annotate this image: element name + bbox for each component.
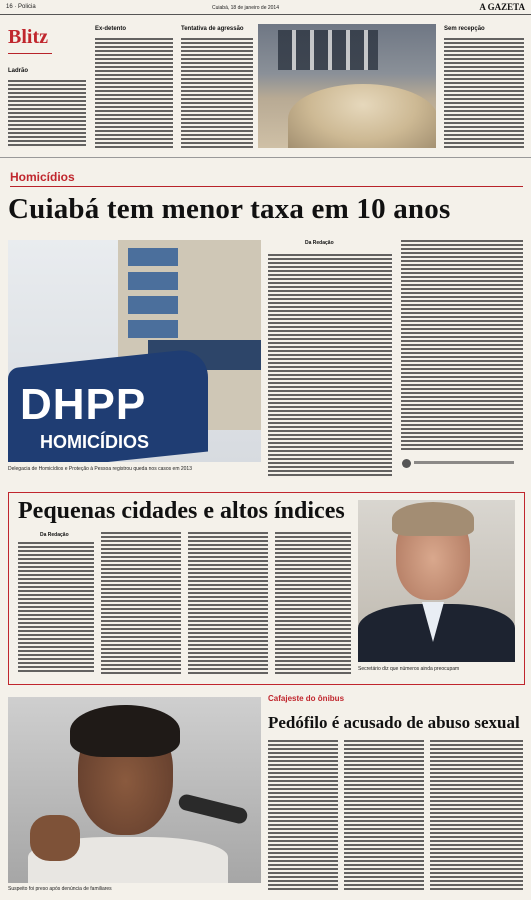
photo-sign-dhpp: DHPP (20, 380, 147, 429)
dhpp-photo (8, 240, 261, 462)
second-col1 (18, 542, 94, 674)
third-col3 (430, 740, 523, 890)
third-col1 (268, 740, 338, 890)
official-portrait (358, 500, 515, 662)
package-pile (288, 84, 436, 148)
blitz-col2-text (95, 38, 173, 148)
section-homicidios: Homicídios (10, 170, 75, 184)
suspect-hair (70, 705, 180, 757)
building-windows (128, 248, 178, 338)
blitz-rule (8, 53, 52, 54)
blitz-col4-text (444, 38, 524, 148)
header-rule (0, 14, 531, 15)
blitz-col3-heading: Tentativa de agressão (181, 26, 244, 32)
seizure-photo (258, 24, 436, 148)
second-byline: Da Redação (40, 532, 69, 538)
top-byline: Da Redação (305, 240, 334, 246)
second-col4 (275, 532, 351, 674)
second-headline: Pequenas cidades e altos índices (18, 498, 345, 524)
blitz-col2-heading: Ex-detento (95, 26, 127, 32)
second-col2 (101, 532, 181, 674)
third-headline: Pedófilo é acusado de abuso sexual (268, 713, 520, 732)
top-col2 (401, 240, 523, 452)
page-number: 16 · Policia (6, 4, 36, 10)
blitz-col1-text (8, 80, 86, 148)
issue-date: Cuiabá, 18 de janeiro de 2014 (212, 5, 279, 11)
microphone (177, 793, 249, 825)
top-caption: Delegacia de Homicídios e Proteção à Pessoa registrou queda nos casos em 2013 (8, 466, 192, 472)
blitz-col4-heading: Sem recepção (444, 26, 485, 32)
top-contact (414, 461, 514, 464)
second-col3 (188, 532, 268, 674)
wall-logos (278, 30, 378, 70)
brand-logo: A GAZETA (479, 2, 525, 12)
section-rule (10, 186, 523, 187)
blitz-col1-heading: Ladrão (8, 68, 29, 74)
portrait-hair (392, 502, 474, 536)
third-caption: Suspeito foi preso após denúncia de familiares (8, 886, 112, 892)
suspect-hand (30, 815, 80, 861)
photo-sign-homicidios: HOMICÍDIOS (40, 432, 150, 452)
blitz-bottom-rule (0, 157, 531, 158)
blitz-title: Blitz (8, 26, 48, 48)
section-cafajeste: Cafajeste do ônibus (268, 694, 345, 703)
blitz-col3-text (181, 38, 253, 148)
second-caption: Secretário diz que números ainda preocupam (358, 666, 460, 672)
author-mail-icon (402, 459, 411, 468)
top-col1 (268, 254, 392, 476)
suspect-photo (8, 697, 261, 883)
top-headline: Cuiabá tem menor taxa em 10 anos (8, 193, 451, 225)
third-col2 (344, 740, 424, 890)
